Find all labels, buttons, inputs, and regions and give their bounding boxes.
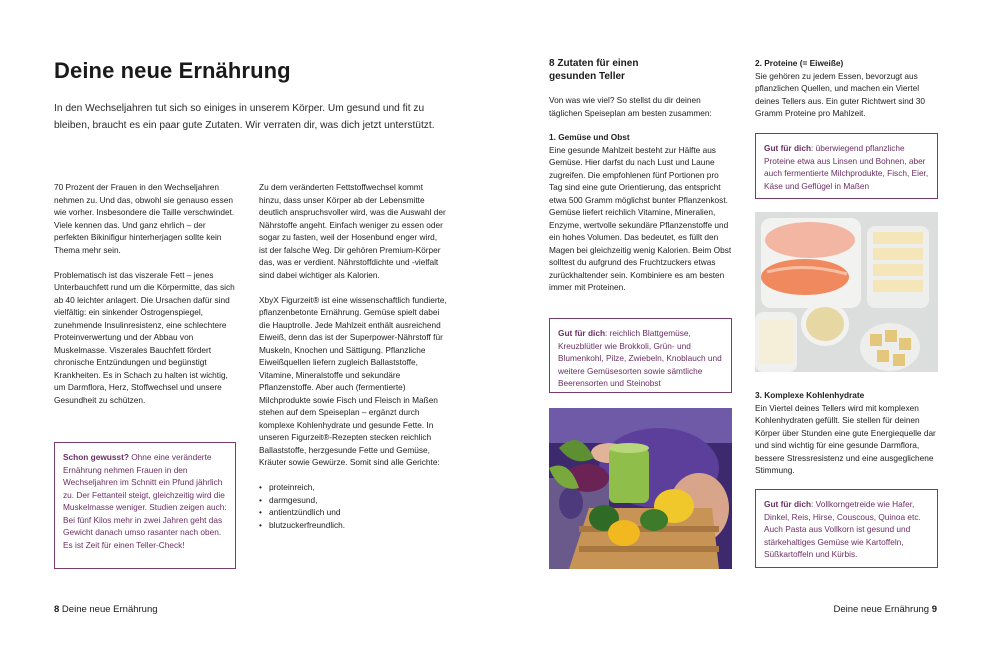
list-item: • darmgesund, — [259, 494, 447, 507]
column-1 — [54, 181, 238, 419]
page-title: Deine neue Ernährung — [54, 58, 291, 83]
col1-paragraph-1: 70 Prozent der Frauen in den Wechseljahren nehmen zu. Und das, obwohl sie genauso essen wie vorher. Insbesondere die Taille verschwindet. Viele kennen das. Und ganz ehrlich – der perfekten Bikinifigur hinterherjagen sollte kein Thema mehr sein. — [54, 182, 235, 255]
tip-box-gemuese — [549, 318, 732, 393]
footer-right-text: Deine neue Ernährung — [833, 604, 932, 615]
section-text-gemuese: Eine gesunde Mahlzeit besteht zur Hälfte aus Gemüse. Hier darfst du nach Lust und Laune zugreifen. Die empfohlenen fünf Portionen pro Tag sind eine gute Orientierung, das entspricht etwa 500 Gramm möglichst bunter Pflanzenkost. Gemüse liefert reichlich Vitamine, Mineralien, Enzyme, wertvolle sekundäre Pflanzenstoffe und ein hohes Volumen. Das bedeutet, es füllt den Magen bei gleichzeitig wenig Kalorien. Beim Obst solltest du aufgrund des Fruchtzuckers etwas zurückhaltender sein. Kombiniere es am besten immer mit Proteinen. — [549, 144, 732, 292]
tip-box-heading: Gut für dich — [764, 499, 812, 509]
col1-paragraph-2: Problematisch ist das viszerale Fett – jenes Unterbauchfett rund um die Körpermitte, das sich ab 40 leichter anlagert. Die Ursachen dafür sind vielfältig: ein sinkender Östrogenspiegel, zunehmende Insulinresistenz, eine schlechtere Proteinverwertung und der Abbau von Muskelmasse. Viszerales Bauchfett fördert chronische Entzündungen und begünstigt Krankheiten. Es in Schach zu halten ist wichtig, um Darmflora, Herz, Stoffwechsel und unsere Gesundheit zu schützen. — [54, 269, 235, 405]
footer-left-text: Deine neue Ernährung — [59, 604, 158, 615]
section-title-gemuese: 1. Gemüse und Obst — [549, 132, 630, 142]
tip-box-heading: Gut für dich — [764, 143, 812, 153]
protein-foods-photo — [755, 212, 938, 372]
benefits-list — [259, 481, 447, 531]
section-title-proteine: 2. Proteine (= Eiweiße) — [755, 58, 844, 68]
tip-box-proteine — [755, 133, 938, 199]
tip-box-heading: Gut für dich — [558, 328, 606, 338]
page-number-left: 8 — [54, 604, 60, 615]
info-box-schon-gewusst — [54, 442, 236, 569]
section-kohlenhydrate — [755, 389, 943, 477]
vegetables-photo — [549, 408, 732, 569]
col2-paragraph-2: XbyX Figurzeit® ist eine wissenschaftlich fundierte, pflanzenbetonte Ernährung. Gemüse spielt dabei die Hauptrolle. Jede Mahlzeit enthält ausreichend Eiweiß, denn das ist der Superpower-Nährstoff für Muskeln, Knochen und Sättigung. Pflanzliche Eiweißquellen liefern zugleich Ballaststoffe, Vitamine, Mineralstoffe und sekundäre Pflanzenstoffe. Aber auch (fermentierte) Milchprodukte sowie Fisch und Fleisch in Maßen stehen auf dem Speiseplan – ergänzt durch komplexe Kohlenhydrate und gesunde Fette. In unseren Figurzeit®-Rezepten stecken reichlich Ballaststoffe, herzgesunde Fette und Gemüse, Kräuter sowie Gewürze. Somit sind alle Gerichte: — [259, 294, 447, 467]
footer-right — [833, 604, 937, 615]
footer-left — [54, 604, 158, 615]
column-2 — [259, 181, 447, 531]
list-item: • blutzuckerfreundlich. — [259, 519, 447, 532]
page-number-right: 9 — [931, 604, 937, 615]
list-item: • proteinreich, — [259, 481, 447, 494]
section-text-proteine: Sie gehören zu jedem Essen, bevorzugt aus pflanzlichen Quellen, und machen ein Viertel deines Tellers aus. Ein guter Richtwert sind 30 Gramm Proteine pro Mahlzeit. — [755, 70, 926, 118]
section-title-kohlenhydrate: 3. Komplexe Kohlenhydrate — [755, 390, 865, 400]
section-proteine — [755, 57, 943, 120]
tip-box-text: : überwiegend pflanzliche Proteine etwa aus Linsen und Bohnen, aber auch fermentierte Milchprodukte, Fisch, Eier, Käse und Geflügel in Maßen — [764, 143, 929, 191]
section-text-kohlenhydrate: Ein Viertel deines Tellers wird mit komplexen Kohlenhydraten gefüllt. Sie stellen für deinen Körper über Stunden eine gute Energiequelle dar und sind wichtig für eine gesunde Darmflora, bessere Stressresistenz und eine ausgeglichene Stimmung. — [755, 402, 936, 475]
intro-text: In den Wechseljahren tut sich so einiges in unserem Körper. Um gesund und fit zu bleiben, braucht es ein paar gute Zutaten. Wir verraten dir, was dich jetzt unterstützt. — [54, 103, 435, 131]
section-gemuese — [549, 131, 733, 294]
tip-box-text: : Vollkorngetreide wie Hafer, Dinkel, Reis, Hirse, Couscous, Quinoa etc. Auch Pasta aus Vollkorn ist gesund und stärkehaltiges Gemüse wie Kartoffeln, Süßkartoffeln und Kürbis. — [764, 499, 921, 559]
tip-box-text: : reichlich Blattgemüse, Kreuzblütler wie Brokkoli, Grün- und Blumenkohl, Pilze, Zwiebeln, Knoblauch und weitere Gemüsesorten sowie sämtliche Beerensorten und Steinobst — [558, 328, 722, 388]
list-item: • antientzündlich und — [259, 506, 447, 519]
right-intro: Von was wie viel? So stellst du dir deinen täglichen Speiseplan am besten zusammen: — [549, 95, 712, 118]
right-heading: 8 Zutaten für einen gesunden Teller — [549, 58, 639, 82]
info-box-text: Ohne eine veränderte Ernährung nehmen Frauen in den Wechseljahren im Schnitt ein Pfund jährlich zu. Der Fettanteil steigt, gleichzeitig wird die Muskelmasse weniger. Studien zeigen auch: Bei fünf Kilos mehr in zwei Jahren geht das Gewicht danach umso rasanter nach oben. Es ist Zeit für einen Teller-Check! — [63, 452, 227, 550]
col2-paragraph-1: Zu dem veränderten Fettstoffwechsel kommt hinzu, dass unser Körper ab der Lebensmitte deutlich anspruchsvoller wird, was die Auswahl der Nährstoffe angeht. Einfach weniger zu essen oder sogar zu fasten, weil der Hosenbund enger wird, ist der falsche Weg. Dir gehören Premium-Körper das, was er verdient. Nährstoffdichte und -vielfalt sind dabei wichtiger als Kalorien. — [259, 182, 446, 280]
info-box-heading: Schon gewusst? — [63, 452, 129, 462]
tip-box-kohlenhydrate — [755, 489, 938, 568]
